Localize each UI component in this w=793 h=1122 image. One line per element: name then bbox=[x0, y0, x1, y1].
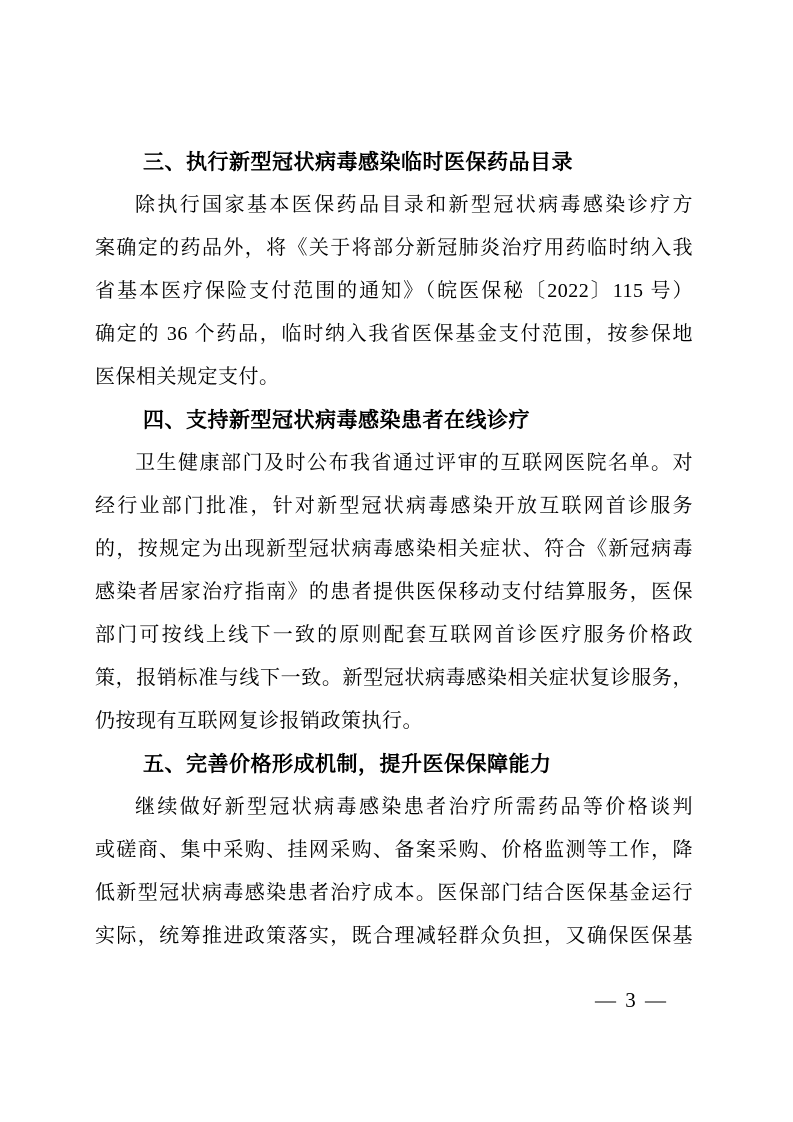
section-heading: 三、执行新型冠状病毒感染临时医保药品目录 bbox=[143, 151, 573, 174]
paragraph bbox=[95, 786, 693, 958]
section-heading: 四、支持新型冠状病毒感染患者在线诊疗 bbox=[143, 409, 530, 432]
paragraph-line: 低新型冠状病毒感染患者治疗成本。医保部门结合医保基金运行 bbox=[95, 882, 693, 904]
paragraph-line: 仍按现有互联网复诊报销政策执行。 bbox=[95, 710, 423, 732]
paragraph-line: 除执行国家基本医保药品目录和新型冠状病毒感染诊疗方 bbox=[135, 194, 693, 216]
paragraph-line: 确定的 36 个药品，临时纳入我省医保基金支付范围，按参保地 bbox=[95, 323, 693, 345]
paragraph-line: 或磋商、集中采购、挂网采购、备案采购、价格监测等工作，降 bbox=[95, 839, 693, 861]
paragraph-line: 策，报销标准与线下一致。新型冠状病毒感染相关症状复诊服务， bbox=[95, 667, 693, 689]
page-number: — 3 — bbox=[595, 988, 668, 1012]
paragraph-line: 省基本医疗保险支付范围的通知》（皖医保秘〔2022〕115 号） bbox=[95, 280, 693, 302]
paragraph bbox=[95, 442, 693, 743]
section-price-mechanism bbox=[95, 743, 693, 958]
paragraph-line: 继续做好新型冠状病毒感染患者治疗所需药品等价格谈判 bbox=[135, 796, 693, 818]
paragraph-line: 案确定的药品外，将《关于将部分新冠肺炎治疗用药临时纳入我 bbox=[95, 237, 693, 259]
paragraph-line: 实际，统筹推进政策落实，既合理减轻群众负担，又确保医保基 bbox=[95, 925, 693, 947]
section-drug-catalog bbox=[95, 141, 693, 399]
section-heading: 五、完善价格形成机制，提升医保保障能力 bbox=[143, 753, 552, 776]
paragraph-line: 卫生健康部门及时公布我省通过评审的互联网医院名单。对 bbox=[135, 452, 693, 474]
paragraph-line: 部门可按线上线下一致的原则配套互联网首诊医疗服务价格政 bbox=[95, 624, 693, 646]
paragraph-line: 感染者居家治疗指南》的患者提供医保移动支付结算服务，医保 bbox=[95, 581, 693, 603]
paragraph-line: 医保相关规定支付。 bbox=[95, 366, 280, 388]
section-online-diagnosis bbox=[95, 399, 693, 743]
paragraph bbox=[95, 184, 693, 399]
paragraph-line: 的，按规定为出现新型冠状病毒感染相关症状、符合《新冠病毒 bbox=[95, 538, 693, 560]
paragraph-line: 经行业部门批准，针对新型冠状病毒感染开放互联网首诊服务 bbox=[95, 495, 693, 517]
